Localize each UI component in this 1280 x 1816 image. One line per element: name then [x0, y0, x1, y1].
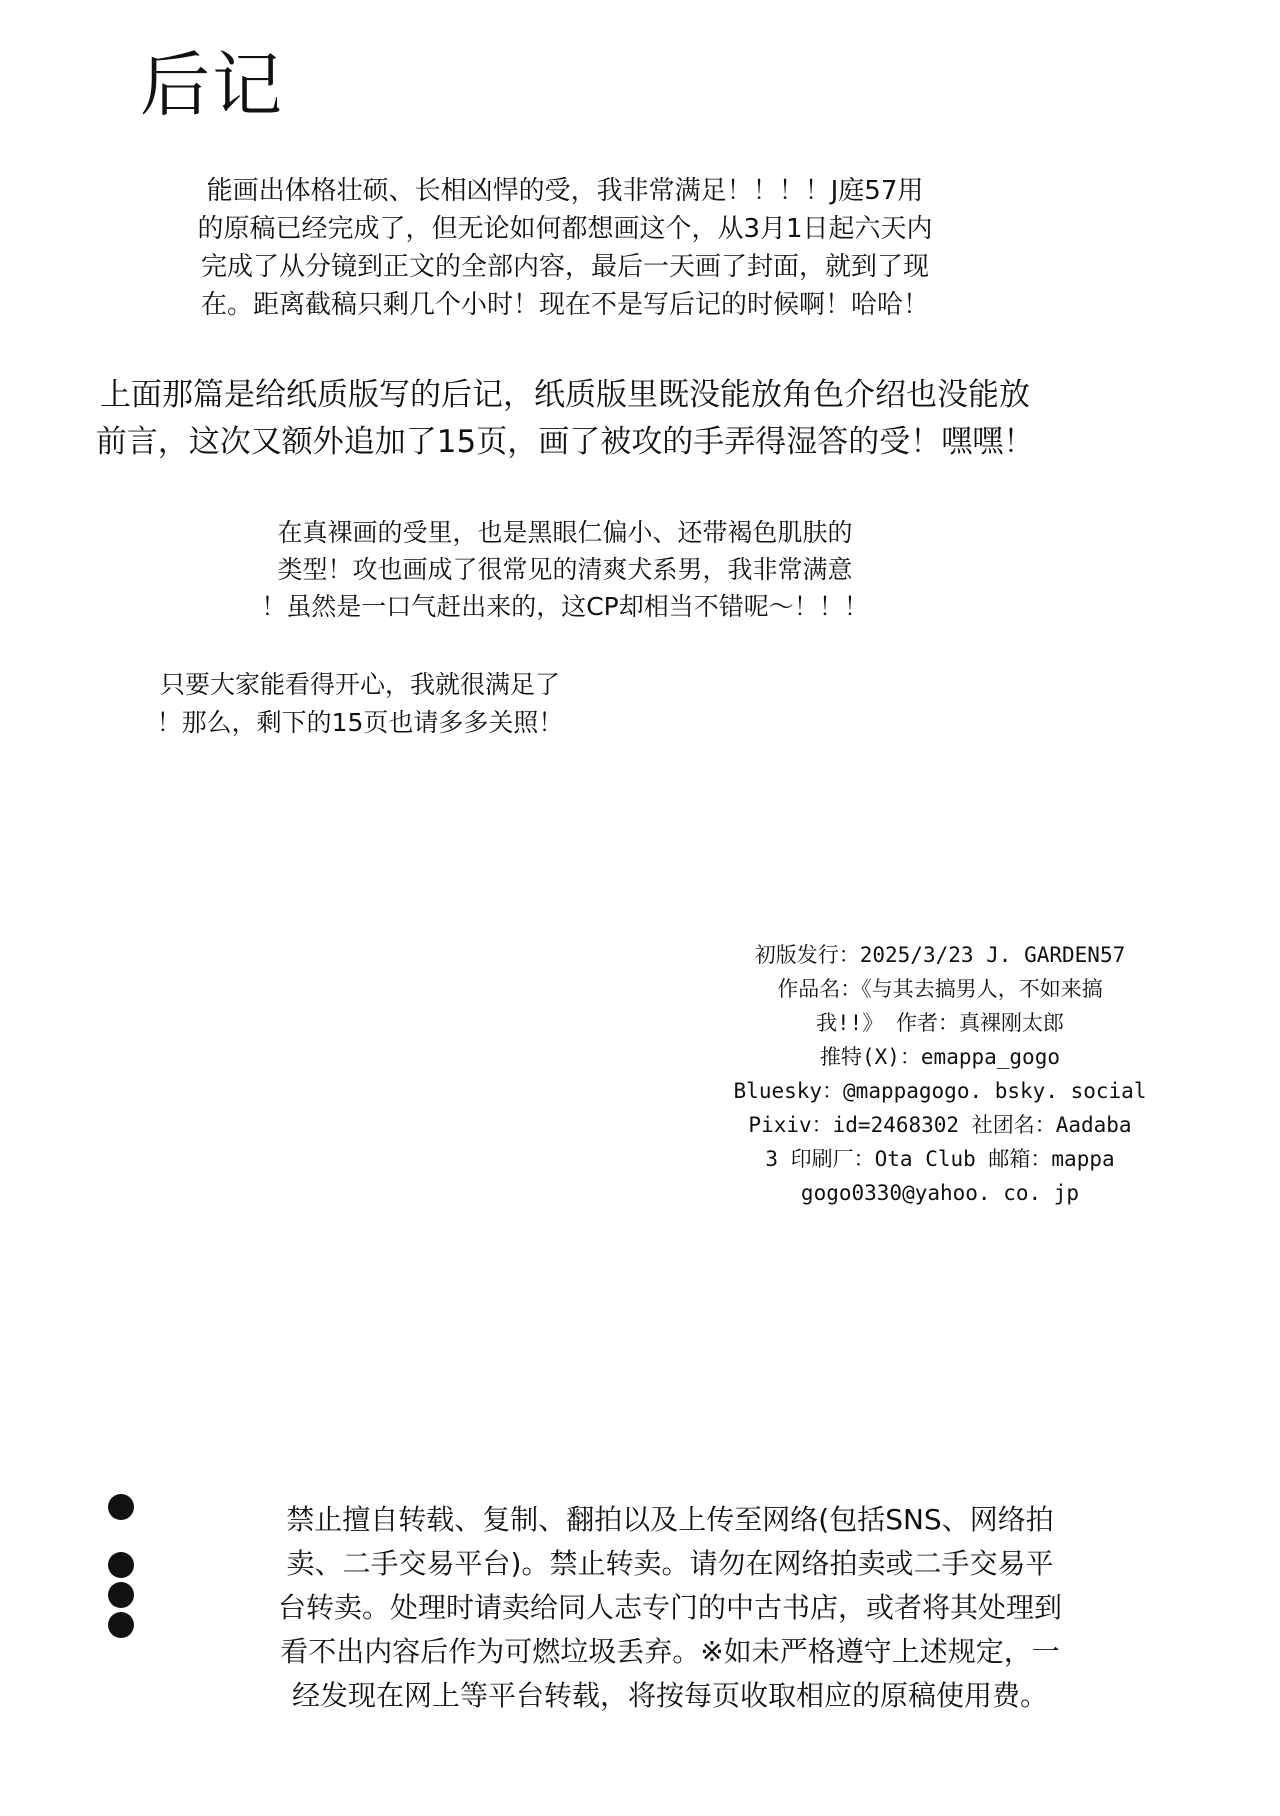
text-line: 完成了从分镜到正文的全部内容，最后一天画了封面，就到了现 — [200, 252, 929, 282]
colophon-line: 我!!》 作者：真裸刚太郎 — [816, 1011, 1064, 1035]
text-line: 在真裸画的受里，也是黑眼仁偏小、还带褐色肌肤的 — [277, 518, 853, 547]
colophon-line: 初版发行：2025/3/23 J. GARDEN57 — [754, 943, 1126, 967]
notice-line: 经发现在网上等平台转载，将按每页收取相应的原稿使用费。 — [291, 1679, 1048, 1712]
text-line: 在。距离截稿只剩几个小时！现在不是写后记的时候啊！哈哈！ — [200, 290, 929, 320]
colophon-line: 推特(X)：emappa_gogo — [819, 1045, 1060, 1069]
bullet-dot — [108, 1612, 134, 1638]
afterword-paragraph-2 — [0, 372, 1130, 466]
text-line: 只要大家能看得开心，我就很满足了 — [159, 670, 560, 699]
text-line: 的原稿已经完成了，但无论如何都想画这个，从3月1日起六天内 — [197, 214, 933, 244]
notice-line: 看不出内容后作为可燃垃圾丢弃。※如未严格遵守上述规定，一 — [280, 1635, 1060, 1668]
colophon — [710, 938, 1170, 1210]
colophon-line: Bluesky：@mappagogo. bsky. social — [733, 1079, 1147, 1103]
text-line: 上面那篇是给纸质版写的后记，纸质版里既没能放角色介绍也没能放 — [100, 377, 1030, 413]
bullet-dot — [108, 1552, 134, 1578]
colophon-line: 作品名：《与其去搞男人，不如来搞 — [777, 977, 1103, 1001]
colophon-line: 3 印刷厂：Ota Club 邮箱：mappa — [765, 1147, 1115, 1171]
bullet-dot — [108, 1582, 134, 1608]
notice-line: 禁止擅自转载、复制、翻拍以及上传至网络(包括SNS、网络拍 — [286, 1503, 1054, 1536]
notice-line: 台转卖。处理时请卖给同人志专门的中古书店，或者将其处理到 — [277, 1591, 1062, 1624]
afterword-paragraph-3 — [0, 514, 1130, 625]
text-line: 前言，这次又额外追加了15页，画了被攻的手弄得湿答的受！嘿嘿！ — [95, 424, 1035, 460]
colophon-line: Pixiv：id=2468302 社团名：Aadaba — [748, 1113, 1132, 1137]
afterword-paragraph-4 — [0, 666, 720, 742]
text-line: ！虽然是一口气赶出来的，这CP却相当不错呢～！！！ — [261, 592, 869, 621]
text-line: 能画出体格壮硕、长相凶悍的受，我非常满足！！！！J庭57用 — [206, 176, 924, 206]
afterword-paragraph-1 — [0, 172, 1130, 324]
text-line: ！那么，剩下的15页也请多多关照！ — [156, 708, 564, 737]
notice-line: 卖、二手交易平台)。禁止转卖。请勿在网络拍卖或二手交易平 — [286, 1547, 1054, 1580]
text-line: 类型！攻也画成了很常见的清爽犬系男，我非常满意 — [277, 555, 853, 584]
page-title: 后记 — [140, 44, 284, 126]
copyright-notice — [240, 1498, 1100, 1718]
colophon-line: gogo0330@yahoo. co. jp — [800, 1181, 1080, 1205]
bullet-dot — [108, 1494, 134, 1520]
